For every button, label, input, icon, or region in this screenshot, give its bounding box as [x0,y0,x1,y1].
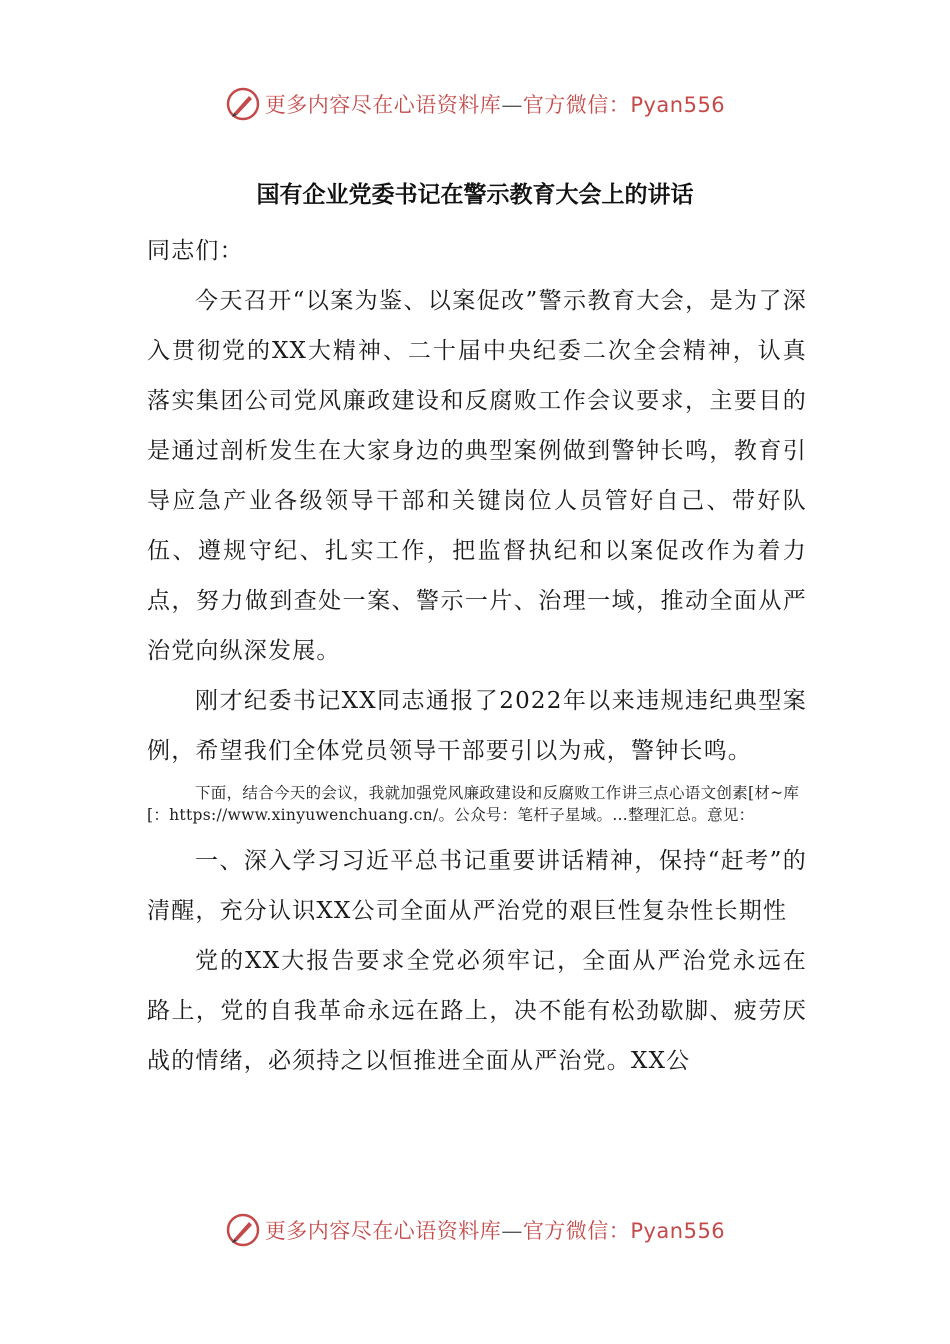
banner-main-text: 更多内容尽在心语资料库 [264,93,502,117]
document-body [147,226,807,1086]
pen-logo-icon [225,86,261,122]
paragraph-2: 刚才纪委书记XX同志通报了2022年以来违规违纪典型案例，希望我们全体党员领导干部要引以为戒，警钟长鸣。 [147,688,807,764]
banner-wechat-label: 官方微信： [522,1219,631,1243]
paragraph-1: 今天召开“以案为鉴、以案促改”警示教育大会，是为了深入贯彻党的XX大精神、二十届中央纪委二次全会精神，认真落实集团公司党风廉政建设和反腐败工作会议要求，主要目的是通过剖析发生在大家身边的典型案例做到警钟长鸣，教育引导应急产业各级领导干部和关键岗位人员管好自己、带好队伍、遵规守纪、扎实工作，把监督执纪和以案促改作为着力点，努力做到查处一案、警示一片、治理一域，推动全面从严治党向纵深发展。 [147,288,807,664]
banner-wechat-id: Pyan556 [630,1219,726,1243]
header-banner [0,82,950,126]
banner-text [265,1215,725,1245]
heading-1: 一、深入学习习近平总书记重要讲话精神，保持“赶考”的清醒，充分认识XX公司全面从严治党的艰巨性复杂性长期性 [147,848,807,924]
small-note: 下面，结合今天的会议，我就加强党风廉政建设和反腐败工作讲三点心语文创素[材~库[：https://www.xinyuwenchuang.cn/。公众号：笔杆子星域。…整理汇总。意见： [147,784,800,824]
document-title: 国有企业党委书记在警示教育大会上的讲话 [256,182,694,208]
banner-text [265,89,725,119]
banner-main-text: 更多内容尽在心语资料库 [264,1219,502,1243]
salutation: 同志们： [147,238,244,264]
banner-wechat-id: Pyan556 [630,93,726,117]
banner-wechat-label: 官方微信： [522,93,631,117]
pen-logo-icon [225,1212,261,1248]
banner-separator: — [501,93,523,117]
paragraph-3: 党的XX大报告要求全党必须牢记，全面从严治党永远在路上，党的自我革命永远在路上，决不能有松劲歇脚、疲劳厌战的情绪，必须持之以恒推进全面从严治党。XX公 [147,948,807,1074]
banner-separator: — [501,1219,523,1243]
footer-banner [0,1208,950,1252]
